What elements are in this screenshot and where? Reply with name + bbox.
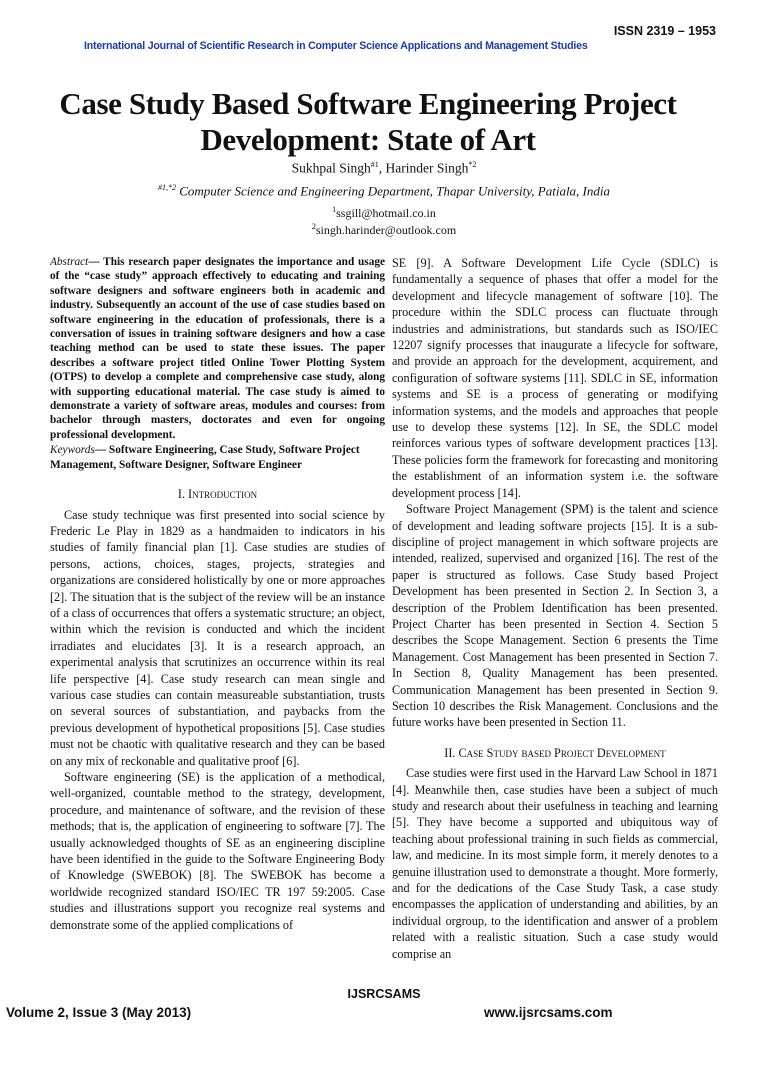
email-1-text: ssgill@hotmail.co.in	[336, 206, 436, 220]
left-column	[50, 255, 385, 933]
footer-volume: Volume 2, Issue 3 (May 2013)	[6, 1005, 192, 1020]
author-2-sup: *2	[468, 160, 477, 169]
paper-title: Case Study Based Software Engineering Project Development: State of Art	[59, 86, 677, 157]
section-heading-case-study: II. Case Study based Project Development	[444, 745, 666, 760]
keywords-text: Software Engineering, Case Study, Software Project Management, Software Designer, Software Engineer	[50, 444, 360, 471]
affiliation-sup: #1,*2	[158, 183, 176, 192]
abstract	[50, 255, 385, 442]
affiliation-text: Computer Science and Engineering Department, Thapar University, Patiala, India	[176, 183, 610, 199]
paragraph: Software engineering (SE) is the application of a methodical, well-organized, countable method to the strategy, development, procedure, and maintenance of software, and the revision of these methods; that is, the application of engineering to software [7]. The usually acknowledged thoughts of SE as an engineering discipline have been identified in the guide to the Software Engineering Body of Knowledge (SWEBOK) [8]. The SWEBOK has become a worldwide recognized standard ISO/IEC TR 197 59:2005. Case studies and illustrations support you recognize real systems and demonstrate some of the applied complications of	[50, 770, 385, 932]
paragraph: Software Project Management (SPM) is the talent and science of development and leading software projects [15]. It is a sub-discipline of project management in which software projects are intended, realized, supervised and organized [16]. The rest of the paper is structured as follows. Case Study based Project Development has been presented in Section 2. In Section 3, a description of the Problem Identification has been presented. Project Charter has been presented in Section 4. Section 5 describes the Scope Management. Section 6 presents the Time Management. Cost Management has been presented in Section 7. In Section 8, Quality Management has been presented. Communication Management has been presented in Section 9. Section 10 describes the Risk Management. Conclusions and the future works have been presented in Section 11.	[392, 502, 718, 730]
author-2: Harinder Singh	[385, 160, 469, 176]
authors	[0, 160, 768, 177]
right-column	[392, 255, 718, 962]
email-1-sup: 1	[332, 205, 337, 214]
email-2-text: singh.harinder@outlook.com	[315, 223, 457, 237]
affiliation	[0, 183, 768, 199]
keywords	[50, 443, 385, 472]
journal-name: International Journal of Scientific Research in Computer Science Applications and Management Studies	[84, 40, 588, 52]
keywords-label: Keywords	[50, 444, 95, 457]
abstract-label: Abstract	[50, 256, 89, 268]
abstract-dash: —	[88, 256, 104, 268]
author-1: Sukhpal Singh	[291, 160, 371, 176]
abstract-text: This research paper designates the importance and usage of the “case study” approach effectively to educating and training software designers and software engineers both in academic and industry. Subsequently an account of the use of case studies based on software engineering in the education of professionals, there is a conversation of issues in training software designers and how a case teaching method can be used to state these issues. The paper describes a software project titled Online Tower Plotting System (OTPS) to develop a complete and comprehensive case study, along with supporting educational material. The case study is aimed to demonstrate a variety of software areas, modules and courses: from bachelor through masters, doctorates and even for ongoing professional development.	[50, 256, 386, 441]
paragraph: Case studies were first used in the Harvard Law School in 1871 [4]. Meanwhile then, case studies have been a subject of much study and research about their usefulness in teaching and learning [5]. They have become a supported and ubiquitous way of teaching about professional training in such fields as commercial, law, and medicine. In its most simple form, it merely denotes to a genuine illustration used to demonstrate a thought. More formerly, and for the dedications of the Case Study Task, a case study encompasses the application of understanding and abilities, by an individual orgroup, to the identification and answer of a problem related with a realistic situation. Such a case study would comprise an	[392, 766, 718, 961]
section-heading-introduction: I. Introduction	[177, 487, 258, 502]
email-1	[0, 205, 768, 221]
email-2-sup: 2	[311, 222, 316, 231]
paragraph: SE [9]. A Software Development Life Cycle (SDLC) is fundamentally a sequence of phases that offer a model for the development and lifecycle management of software [10]. The procedure within the SDLC process can fluctuate through industries and administrations, but standards such as ISO/IEC 12207 signify processes that inaugurate a lifecycle for software, and provide an approach for the development, acquirement, and configuration of software systems [11]. SDLC in SE, information systems and SE is a process of generating or modifying information systems, and the models and approaches that people use to develop these systems [12]. In SE, the SDLC model reinforces various types of software development practices [13]. These policies form the framework for forecasting and monitoring the establishment of an information system i.e. the software development process [14].	[392, 256, 718, 500]
footer-journal-abbrev: IJSRCSAMS	[347, 987, 421, 1001]
issn-number: ISSN 2319 – 1953	[613, 24, 716, 38]
author-1-sup: #1	[370, 160, 379, 169]
author-separator: ,	[378, 160, 386, 176]
email-2	[0, 222, 768, 238]
paragraph: Case study technique was first presented into social science by Frederic Le Play in 1829 as a handmaiden to indicators in his studies of family financial plan [1]. Case studies are studies of persons, actions, choices, stages, projects, strategies and organizations are considered holistically by one or more approaches [2]. The situation that is the subject of the review will be an instance of a class of occurrences that offers a systematic structure; an object, within which the revision is conducted and which the incident irradiates and elucidates [3]. It is a research approach, an experimental analysis that scrutinizes an occurrence within its real life perspective [4]. Case study research can mean single and various case studies can contain measureable substantiation, trusts on several sources of substantiation, and paybacks from the previous development of hypothetical propositions [5]. Case studies must not be chaotic with qualitative research and they can be based on any mix of reckonable and qualitative proof [6].	[50, 507, 385, 768]
keywords-dash: —	[94, 444, 109, 457]
footer-website[interactable]: www.ijsrcsams.com	[484, 1005, 613, 1020]
